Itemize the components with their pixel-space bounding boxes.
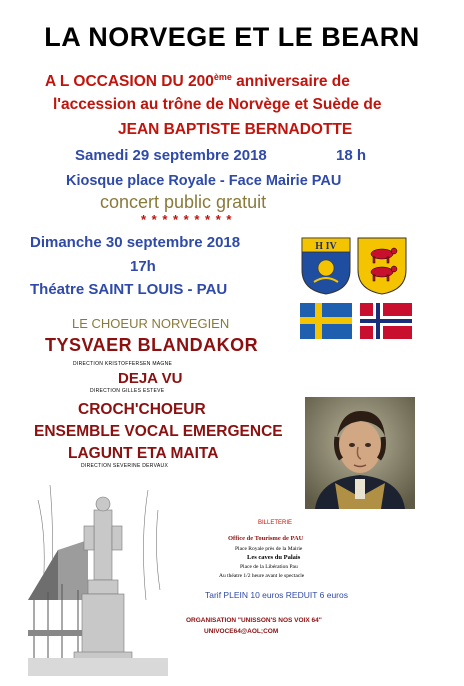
bearn-crest-icon [356,236,408,296]
organisation-label: ORGANISATION "UNISSON'S NOS VOIX 64" [186,617,322,624]
bernadotte-portrait [305,397,415,509]
event2-date: Dimanche 30 septembre 2018 [30,234,241,251]
occasion-line-1 [45,72,350,91]
occasion-sup: ème [213,72,232,82]
event2-place: Théatre SAINT LOUIS - PAU [30,281,228,298]
office-tourisme: Office de Tourisme de PAU [228,535,304,542]
director-1: DIRECTION KRISTOFFERSEN MAGNE [73,361,173,367]
event2-time: 17h [130,258,156,275]
office-address: Place Royale près de la Mairie [235,546,303,552]
kiosk-statue-photo [28,480,168,676]
caves-address: Place de la Libération Pau [240,564,298,570]
choir-croch: CROCH'CHOEUR [78,401,206,418]
choir-dejavu: DEJA VU [118,370,183,387]
theatre-note: Au théatre 1/2 heure avant le spectacle [219,573,305,579]
sweden-flag-icon [300,303,352,339]
tarif: Tarif PLEIN 10 euros REDUIT 6 euros [205,590,348,600]
stars-divider: * * * * * * * * * [141,212,233,227]
choir-tysvaer: TYSVAER BLANDAKOR [45,335,259,355]
choir-lagunt: LAGUNT ETA MAITA [68,445,219,462]
occasion-prefix: A L OCCASION DU 200 [45,73,214,91]
pau-crest-icon [300,236,352,296]
event1-date: Samedi 29 septembre 2018 [75,147,267,164]
occasion-line-2: l'accession au trône de Norvège et Suède de [53,96,382,113]
norway-flag-icon [360,303,412,339]
event1-place: Kiosque place Royale - Face Mairie PAU [66,173,342,189]
caves-palais: Les caves du Palais [247,554,301,561]
occasion-line-3: JEAN BAPTISTE BERNADOTTE [118,121,353,138]
event1-time: 18 h [336,147,367,164]
occasion-suffix: anniversaire de [231,73,350,91]
director-3: DIRECTION SEVERINE DERVAUX [81,463,169,469]
event1-concert: concert public gratuit [100,192,267,212]
crest-hiv-text: H IV [315,241,337,252]
poster-title: LA NORVEGE ET LE BEARN [44,22,420,52]
organisation-email: UNIVOCE64@AOL;COM [204,628,279,635]
director-2: DIRECTION GILLES ESTEVE [90,388,165,394]
choir-emergence: ENSEMBLE VOCAL EMERGENCE [34,423,283,440]
choir-intro: LE CHOEUR NORVEGIEN [72,316,230,331]
billeterie-heading: BILLETERIE [258,520,293,526]
